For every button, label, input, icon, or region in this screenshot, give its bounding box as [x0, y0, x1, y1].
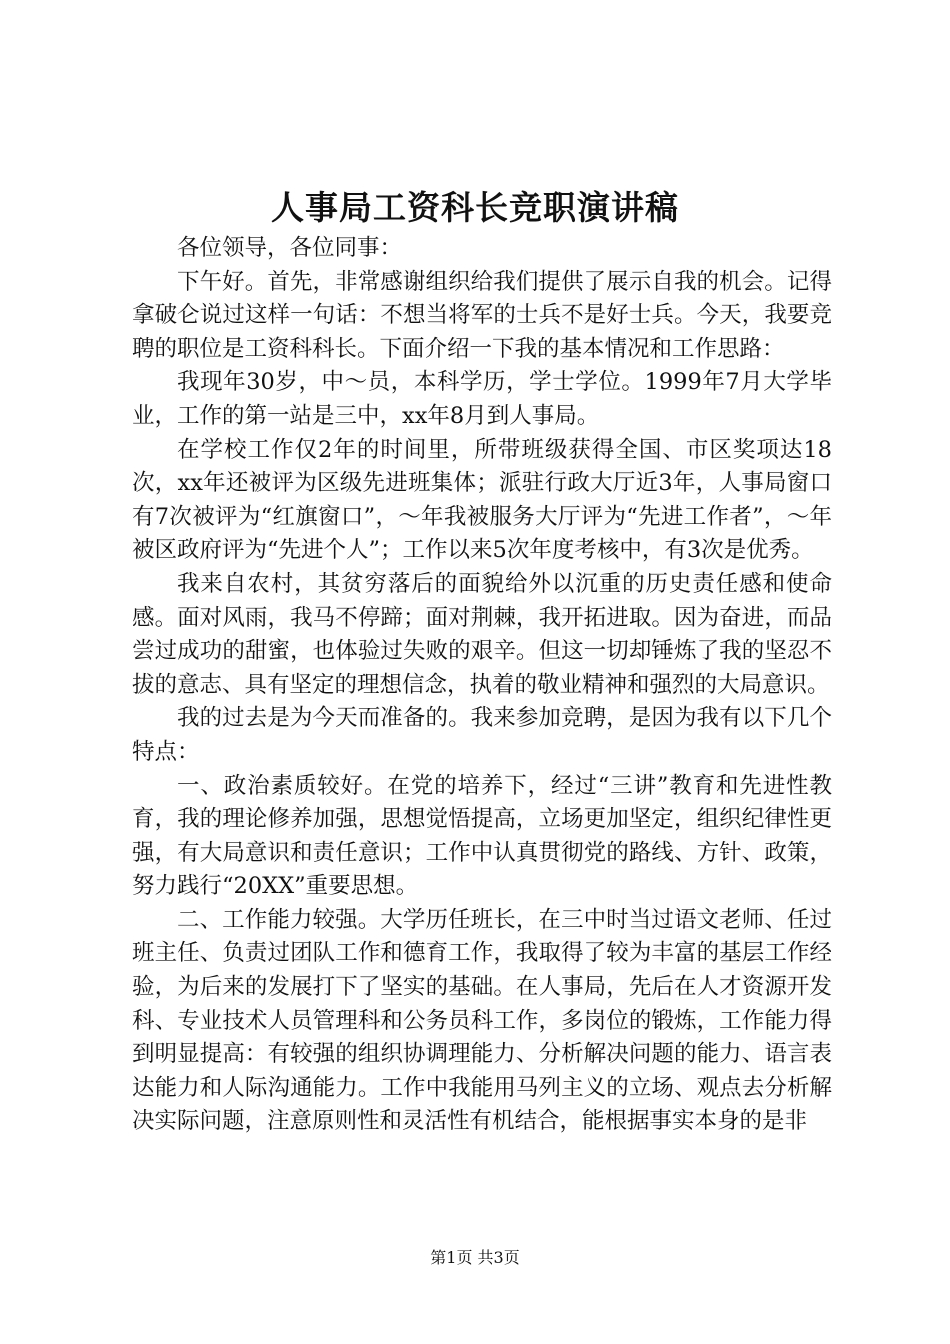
paragraph-point-one: 一、政治素质较好。在党的培养下，经过“三讲”教育和先进性教育，我的理论修养加强，思想觉悟提高，立场更加坚定，组织纪律性更强，有大局意识和责任意识；工作中认真贯彻党的路线、方针、政策，努力践行“20XX”重要思想。 [132, 772, 832, 900]
paragraph-salutation: 各位领导，各位同事： [177, 235, 403, 261]
paragraph-basic-info: 我现年30岁，中～员，本科学历，学士学位。1999年7月大学毕业，工作的第一站是三中，xx年8月到人事局。 [132, 369, 832, 429]
paragraph-achievements: 在学校工作仅2年的时间里，所带班级获得全国、市区奖项达18次，xx年还被评为区级先进班集体；派驻行政大厅近3年，人事局窗口有7次被评为“红旗窗口”，～年我被服务大厅评为“先进工作者”，～年被区政府评为“先进个人”；工作以来5次年度考核中，有3次是优秀。 [132, 436, 832, 564]
paragraph-point-two: 二、工作能力较强。大学历任班长，在三中时当过语文老师、任过班主任、负责过团队工作和德育工作，我取得了较为丰富的基层工作经验，为后来的发展打下了坚实的基础。在人事局，先后在人才资源开发科、专业技术人员管理科和公务员科工作，多岗位的锻炼，工作能力得到明显提高：有较强的组织协调理能力、分析解决问题的能力、语言表达能力和人际沟通能力。工作中我能用马列主义的立场、观点去分析解决实际问题，注意原则性和灵活性有机结合，能根据事实本身的是非 [132, 906, 832, 1135]
document-body [132, 232, 832, 1139]
paragraph-background: 我来自农村，其贫穷落后的面貌给外以沉重的历史责任感和使命感。面对风雨，我马不停蹄；面对荆棘，我开拓进取。因为奋进，而品尝过成功的甜蜜，也体验过失败的艰辛。但这一切却锤炼了我的坚忍不拔的意志、具有坚定的理想信念，执着的敬业精神和强烈的大局意识。 [132, 570, 832, 698]
document-title: 人事局工资科长竞职演讲稿 [271, 188, 679, 227]
paragraph-greeting: 下午好。首先，非常感谢组织给我们提供了展示自我的机会。记得拿破仑说过这样一句话：不想当将军的士兵不是好士兵。今天，我要竞聘的职位是工资科科长。下面介绍一下我的基本情况和工作思路： [132, 268, 832, 362]
page-number-footer: 第1页 共3页 [430, 1248, 520, 1267]
paragraph-reasons-intro: 我的过去是为今天而准备的。我来参加竞聘，是因为我有以下几个特点： [132, 705, 832, 765]
